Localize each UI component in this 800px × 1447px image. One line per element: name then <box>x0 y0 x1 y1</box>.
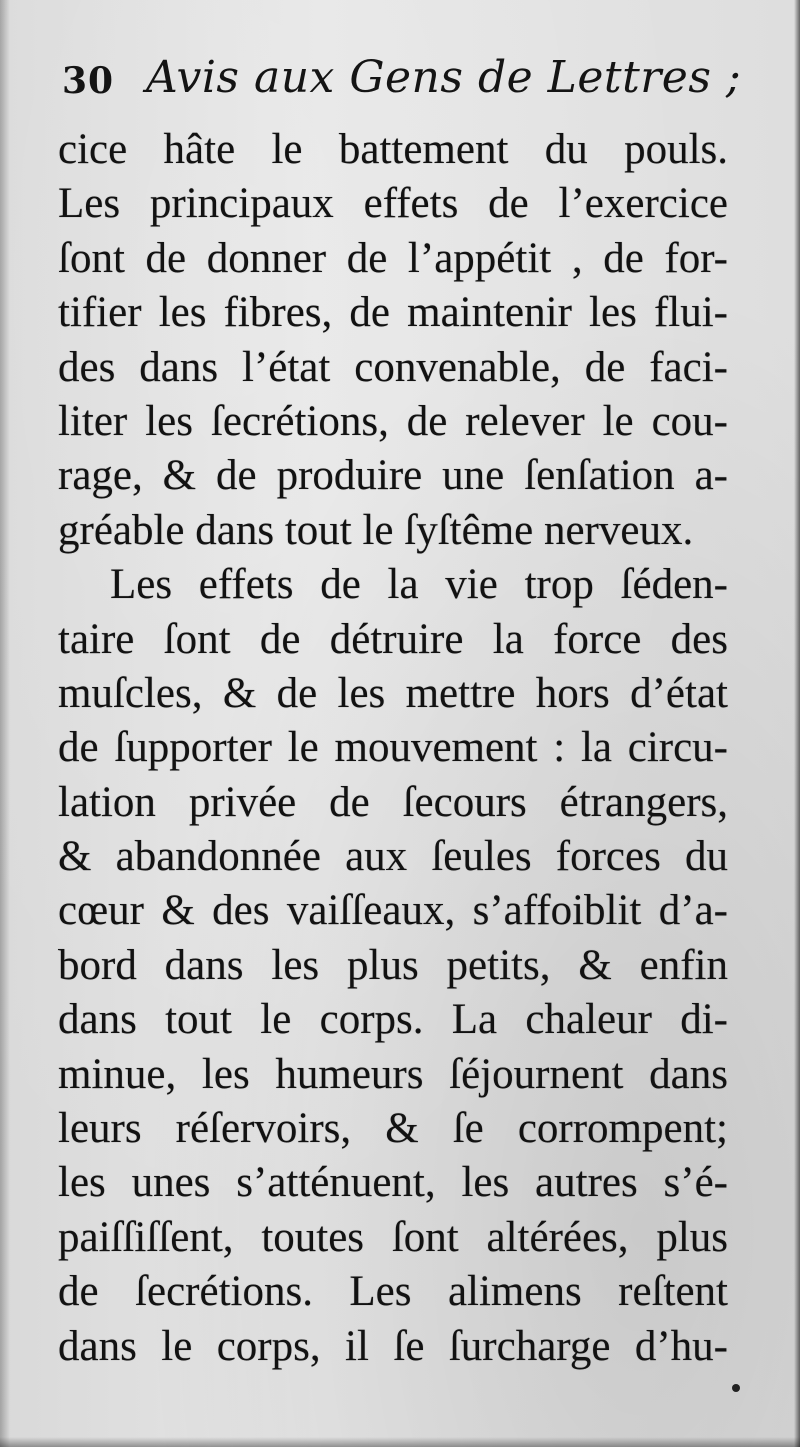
text-line: les unes s’atténuent, les autres s’é- <box>58 1159 728 1207</box>
ink-speck <box>732 1384 740 1392</box>
text-line: des dans l’état convenable, de faci- <box>58 343 728 391</box>
text-line: de ſecrétions. Les alimens reſtent <box>58 1268 728 1316</box>
text-line: & abandonnée aux ſeules forces du <box>58 833 728 881</box>
text-line: ſont de donner de l’appétit , de for- <box>58 234 728 282</box>
page-number: 30 <box>62 60 115 102</box>
body-text <box>58 123 728 1374</box>
text-line: rage, & de produire une ſenſation a- <box>58 452 728 500</box>
text-line: leurs réſervoirs, & ſe corrompent; <box>58 1105 728 1153</box>
text-line: tifier les fibres, de maintenir les flui- <box>58 289 728 337</box>
text-line: de ſupporter le mouvement : la circu- <box>58 724 728 772</box>
page-edge-shadow <box>794 0 800 1447</box>
text-line: taire ſont de détruire la force des <box>58 615 728 663</box>
text-line: dans tout le corps. La chaleur di- <box>58 996 728 1044</box>
text-line: muſcles, & de les mettre hors d’état <box>58 669 728 717</box>
running-title: Avis aux Gens de Lettres ; <box>146 52 742 103</box>
text-line: bord dans les plus petits, & enfin <box>58 941 728 989</box>
text-line: Les principaux effets de l’exercice <box>58 180 728 228</box>
paragraph-start-line: Les effets de la vie trop ſéden- <box>110 561 728 609</box>
text-line: gréable dans tout le ſyſtême nerveux. <box>58 506 694 554</box>
text-line: lation privée de ſecours étrangers, <box>58 778 728 826</box>
text-line: dans le corps, il ſe ſurcharge d’hu- <box>58 1322 728 1370</box>
text-line: cice hâte le battement du pouls. <box>58 126 728 173</box>
text-line: cœur & des vaiſſeaux, s’affoiblit d’a- <box>58 887 728 935</box>
text-line: liter les ſecrétions, de relever le cou- <box>58 397 728 445</box>
text-line: paiſſiſſent, toutes ſont altérées, plus <box>58 1213 728 1261</box>
text-line: minue, les humeurs ſéjournent dans <box>58 1050 728 1098</box>
page-bottom-shadow <box>0 1437 800 1447</box>
running-header <box>62 52 742 112</box>
page-gutter-shadow <box>0 0 10 1447</box>
